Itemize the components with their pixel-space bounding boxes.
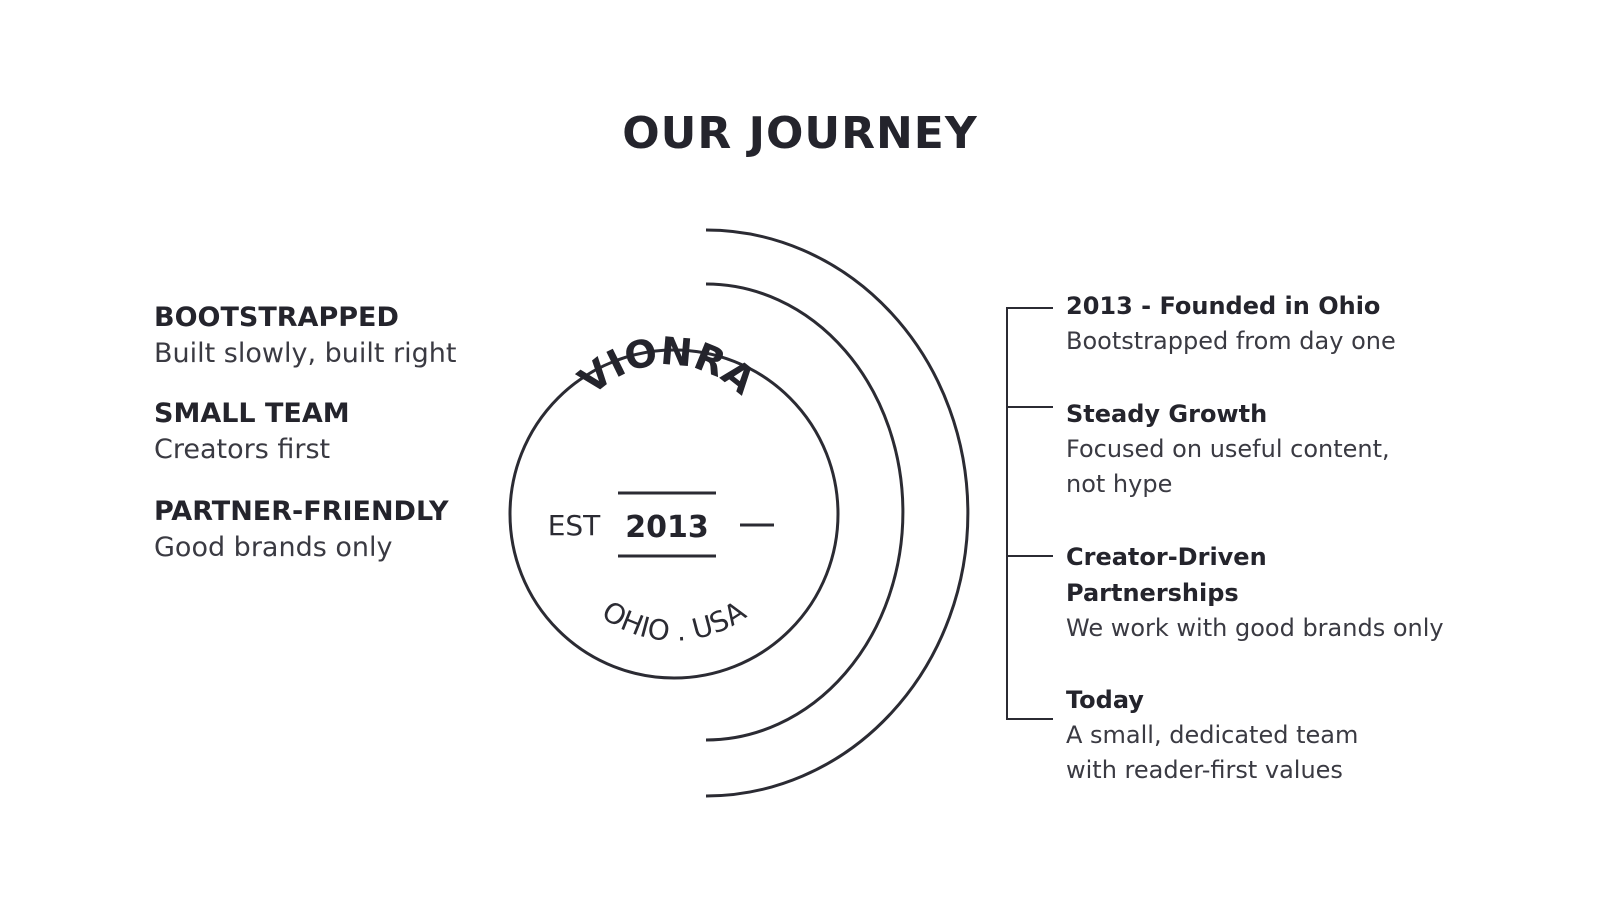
timeline-item-title: Partnerships xyxy=(1066,579,1239,607)
timeline-rail xyxy=(1006,307,1008,720)
value-title: SMALL TEAM xyxy=(154,398,350,429)
page-title: OUR JOURNEY xyxy=(622,108,978,159)
timeline-item-founded xyxy=(1066,288,1566,359)
timeline-item-description: Bootstrapped from day one xyxy=(1066,327,1396,355)
emblem-year: 2013 xyxy=(625,510,709,545)
value-description: Creators first xyxy=(154,434,331,465)
value-title: PARTNER-FRIENDLY xyxy=(154,496,449,527)
emblem-brand: VIONRA xyxy=(570,328,764,403)
timeline-item-description: with reader-first values xyxy=(1066,756,1343,784)
timeline-item-title: Today xyxy=(1066,686,1144,714)
timeline-item-description: We work with good brands only xyxy=(1066,614,1444,642)
timeline-tick xyxy=(1006,406,1053,408)
timeline-item-description: Focused on useful content, xyxy=(1066,435,1390,463)
timeline-item-title: Creator-Driven xyxy=(1066,543,1267,571)
timeline-item-title: 2013 - Founded in Ohio xyxy=(1066,292,1381,320)
timeline-item-description: A small, dedicated team xyxy=(1066,721,1359,749)
timeline-item-today xyxy=(1066,682,1566,788)
timeline-item-title: Steady Growth xyxy=(1066,400,1268,428)
value-description: Built slowly, built right xyxy=(154,338,457,369)
timeline-tick xyxy=(1006,555,1053,557)
timeline-tick xyxy=(1006,307,1053,309)
value-title: BOOTSTRAPPED xyxy=(154,302,399,333)
timeline-item-partnerships xyxy=(1066,539,1566,646)
timeline-item-description: not hype xyxy=(1066,470,1173,498)
timeline xyxy=(1006,0,1566,898)
emblem-location: OHIO . USA xyxy=(596,594,752,649)
timeline-item-steady-growth xyxy=(1066,396,1566,502)
middle-arc xyxy=(706,284,903,740)
timeline-tick xyxy=(1006,718,1053,720)
emblem-est-label: EST xyxy=(547,509,601,542)
value-description: Good brands only xyxy=(154,532,393,563)
